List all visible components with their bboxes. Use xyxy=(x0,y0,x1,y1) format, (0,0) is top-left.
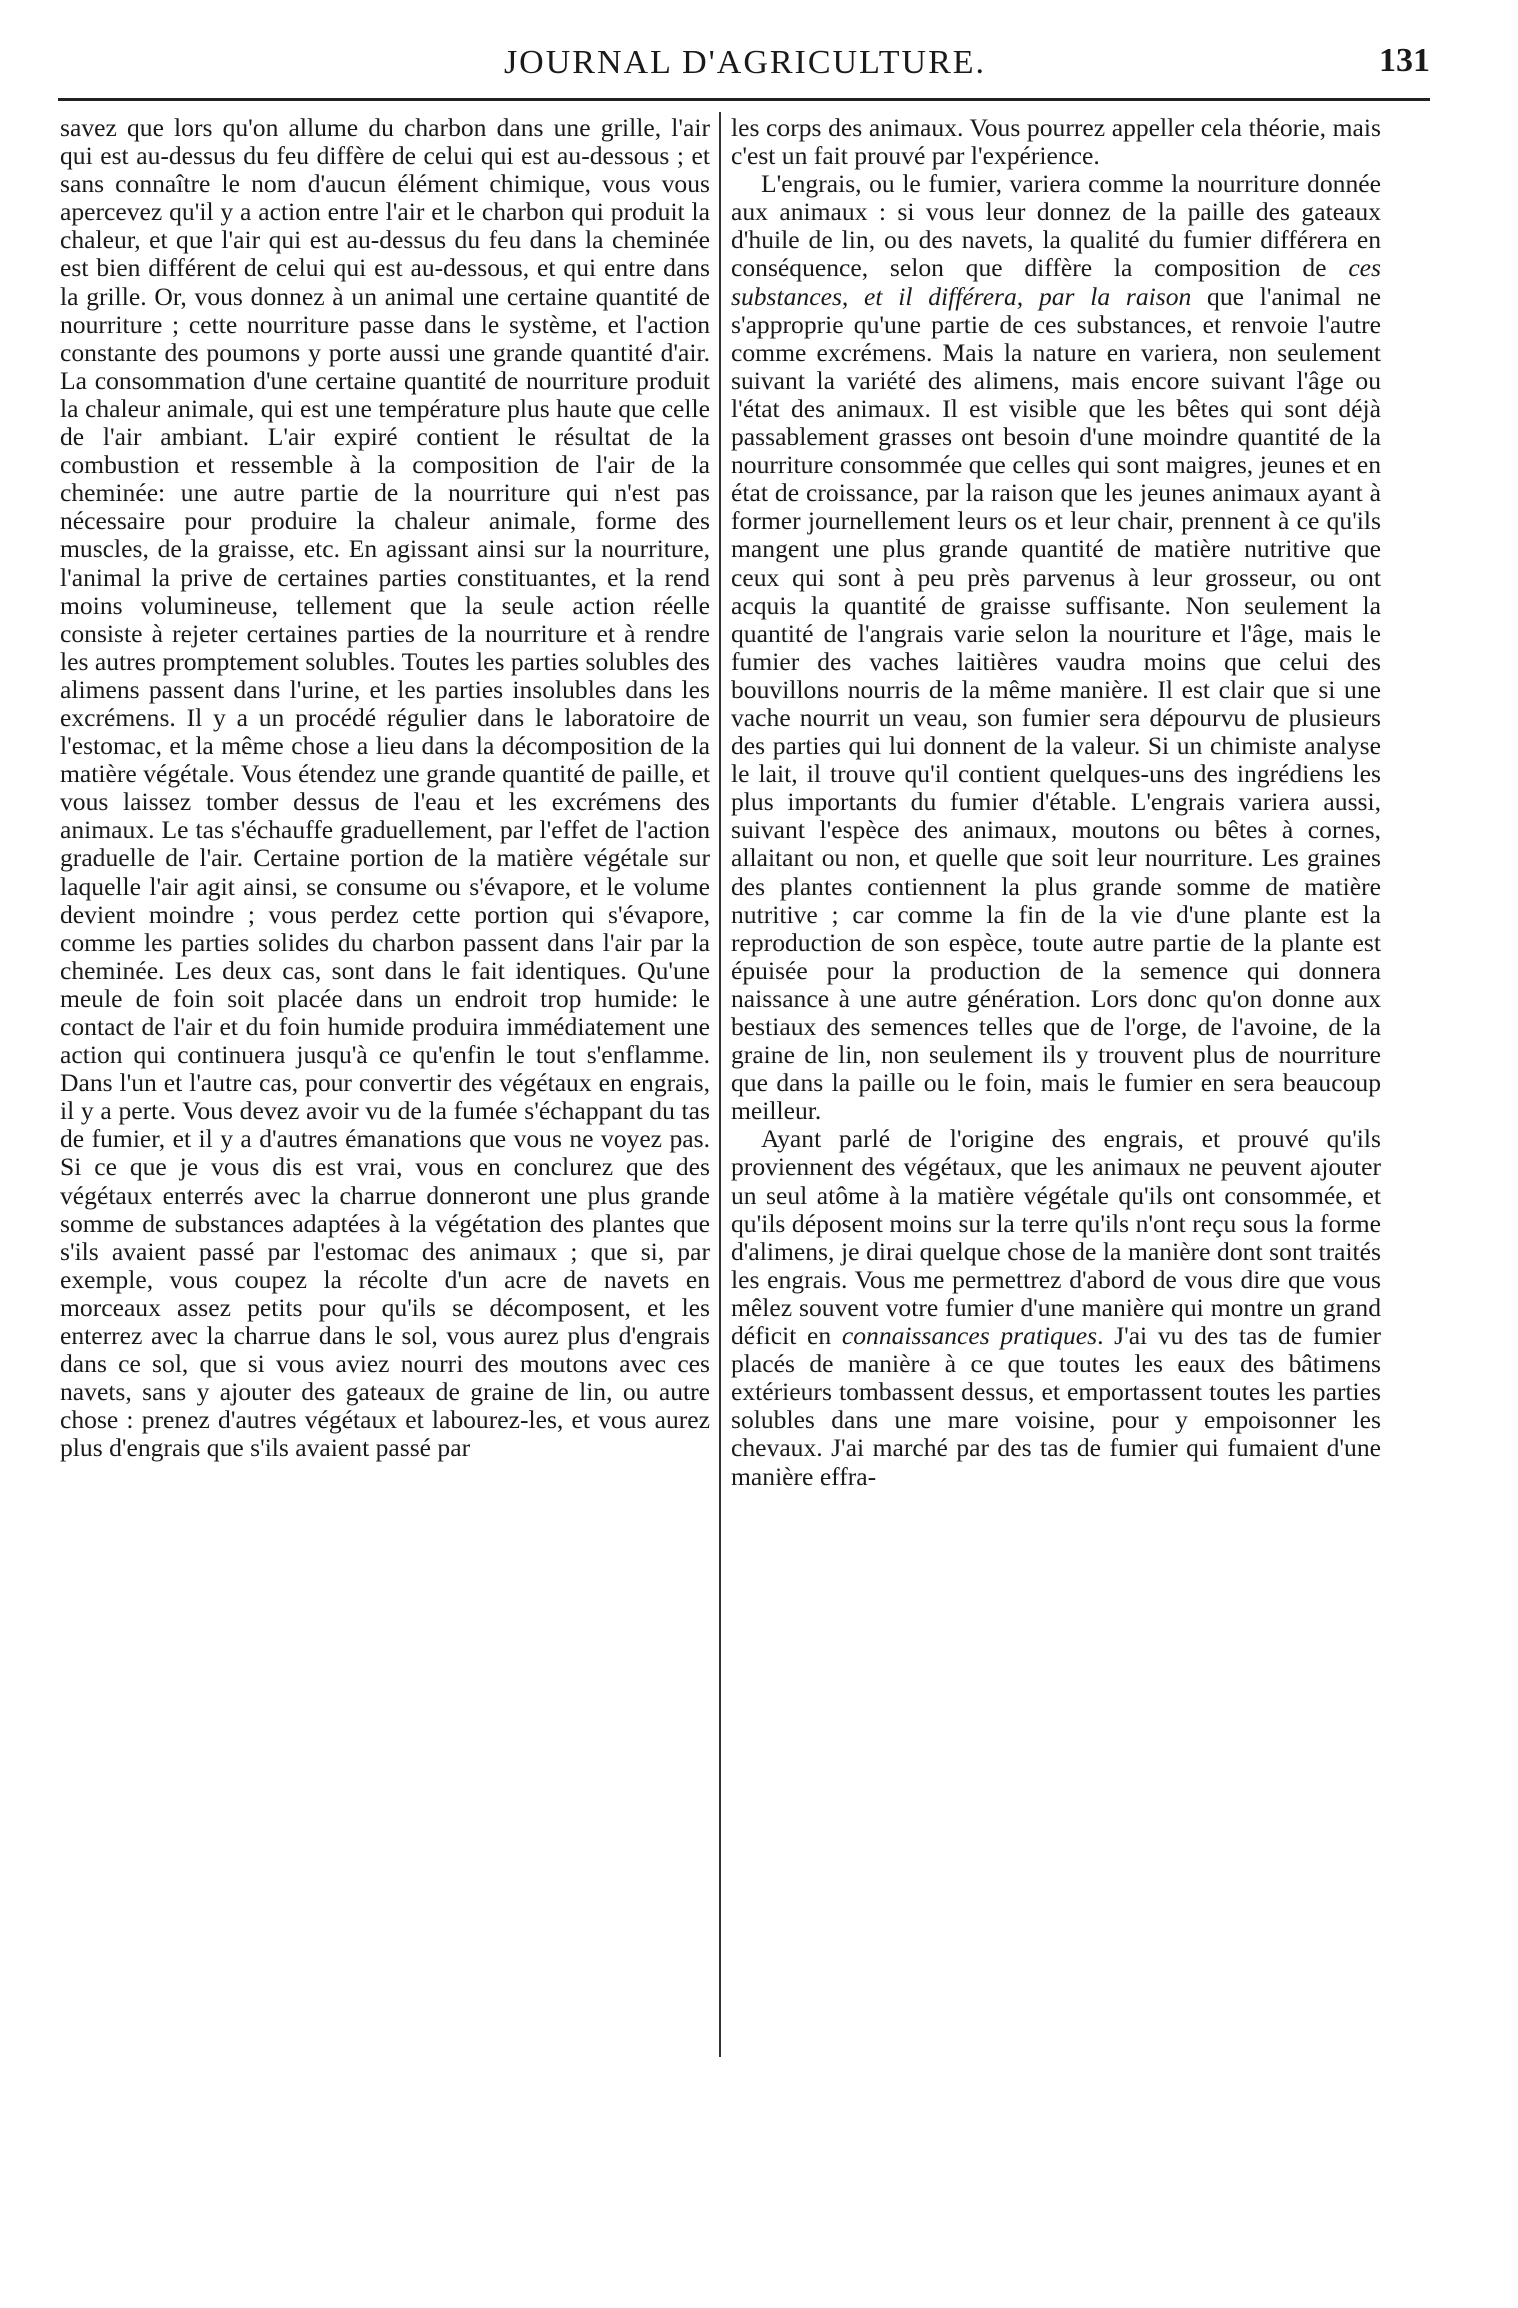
right-paragraph-2-text-a: L'engrais, ou le fumier, variera comme la nourriture donnée aux animaux : si vous leur donnez de la paille des gateaux d'huile de lin, ou des navets, la qualité du fumier différera en conséquence, selon que diffère la composition de xyxy=(731,169,1381,283)
right-paragraph-2 xyxy=(731,170,1381,1125)
page-number: 131 xyxy=(1379,42,1430,79)
header-rule xyxy=(58,98,1430,101)
right-column xyxy=(731,114,1381,2154)
right-paragraph-1: les corps des animaux. Vous pourrez appeller cela théorie, mais c'est un fait prouvé par l'expérience. xyxy=(731,114,1381,171)
right-paragraph-3-italic: connaissances pratiques xyxy=(841,1321,1098,1351)
right-paragraph-2-text-b: que l'animal ne s'approprie qu'une partie de ces substances, et renvoie l'autre comme excrémens. Mais la nature en variera, non seulement suivant la variété des alimens, mais encore suivant l'âge ou l'état des animaux. Il est visible que les bêtes qui sont déjà passablement grasses ont besoin d'une moindre quantité de la nourriture consommée que celles qui sont maigres, jeunes et en état de croissance, par la raison que les jeunes animaux ayant à former journellement leurs os et leur chair, prennent à ce qu'ils mangent une plus grande quantité de matière nutritive que ceux qui sont à peu près parvenus à leur grosseur, ou ont acquis la quantité de graisse suffisante. Non seulement la quantité de l'angrais varie selon la nouriture et l'âge, mais le fumier des vaches laitières vaudra moins que celui des bouvillons nourris de la même manière. Il est clair que si une vache nourrit un veau, son fumier sera dépourvu de plusieurs des parties qui lui donnent de la valeur. Si un chimiste analyse le lait, il trouve qu'il contient quelques-uns des ingrédiens les plus importants du fumier d'étable. L'engrais variera aussi, suivant l'espèce des animaux, moutons ou bêtes à cornes, allaitant ou non, et quelle que soit leur nourriture. Les graines des plantes contiennent la plus grande somme de matière nutritive ; car comme la fin de la vie d'une plante est la reproduction de son espèce, toute autre partie de la plante est épuisée pour la production de la semence qui donnera naissance à une autre génération. Lors donc qu'on donne aux bestiaux des semences telles que de l'orge, de l'avoine, de la graine de lin, non seulement ils y trouvent plus de nourriture que dans la paille ou le foin, mais le fumier en sera beaucoup meilleur. xyxy=(731,281,1381,1126)
left-paragraph-1: savez que lors qu'on allume du charbon dans une grille, l'air qui est au-dessus du feu diffère de celui qui est au-dessous ; et sans connaître le nom d'aucun élément chimique, vous vous apercevez qu'il y a action entre l'air et le charbon qui produit la chaleur, et que l'air qui est au-dessus du feu dans la cheminée est bien différent de celui qui est au-dessous, et qui entre dans la grille. Or, vous donnez à un animal une certaine quantité de nourriture ; cette nourriture passe dans le système, et l'action constante des poumons y porte aussi une grande quantité d'air. La consommation d'une certaine quantité de nourriture produit la chaleur animale, qui est une température plus haute que celle de l'air ambiant. L'air expiré contient le résultat de la combustion et ressemble à la composition de l'air de la cheminée: une autre partie de la nourriture qui n'est pas nécessaire pour produire la chaleur animale, forme des muscles, de la graisse, etc. En agissant ainsi sur la nourriture, l'animal la prive de certaines parties constituantes, et la rend moins volumineuse, tellement que la seule action réelle consiste à rejeter certaines parties de la nourriture et à rendre les autres promptement solubles. Toutes les parties solubles des alimens passent dans l'urine, et les parties insolubles dans les excrémens. Il y a un procédé régulier dans le laboratoire de l'estomac, et la même chose a lieu dans la décomposition de la matière végétale. Vous étendez une grande quantité de paille, et vous laissez tomber dessus de l'eau et les excrémens des animaux. Le tas s'échauffe graduellement, par l'effet de l'action graduelle de l'air. Certaine portion de la matière végétale sur laquelle l'air agit ainsi, se consume ou s'évapore, et le volume devient moindre ; vous perdez cette portion qui s'évapore, comme les parties solides du charbon passent dans l'air par la cheminée. Les deux cas, sont dans le fait identiques. Qu'une meule de foin soit placée dans un endroit trop humide: le contact de l'air et du foin humide produira immédiatement une action qui continuera jusqu'à ce qu'enfin le tout s'enflamme. Dans l'un et l'autre cas, pour convertir des végétaux en engrais, il y a perte. Vous devez avoir vu de la fumée s'échappant du tas de fumier, et il y a d'autres émanations que vous ne voyez pas. Si ce que je vous dis est vrai, vous en conclurez que des végétaux enterrés avec la charrue donneront une plus grande somme de substances adaptées à la végétation des plantes que s'ils avaient passé par l'estomac des animaux ; que si, par exemple, vous coupez la récolte d'un acre de navets en morceaux assez petits pour qu'ils se décomposent, et les enterrez avec la charrue dans le sol, vous aurez plus d'engrais dans ce sol, que si vous aviez nourri des moutons avec ces navets, sans y ajouter des gateaux de graine de lin, ou autre chose : prenez d'autres végétaux et labourez-les, et vous aurez plus d'engrais que s'ils avaient passé par xyxy=(60,114,710,1463)
page-header xyxy=(60,40,1430,100)
journal-title: JOURNAL D'AGRICULTURE. xyxy=(503,44,987,81)
left-column xyxy=(60,114,710,2154)
right-paragraph-3-text-a: Ayant parlé de l'origine des engrais, et prouvé qu'ils proviennent des végétaux, que les animaux ne peuvent ajouter un seul atôme à la matière végétale qu'ils ont consommée, et qu'ils déposent moins sur la terre qu'ils n'ont reçu sous la forme d'alimens, je dirai quelque chose de la manière dont sont traités les engrais. Vous me permettrez d'abord de vous dire que vous mêlez souvent votre fumier d'une manière qui montre un grand déficit en xyxy=(731,1124,1381,1351)
right-paragraph-3-text-b: . J'ai vu des tas de fumier placés de manière à ce que toutes les eaux des bâtimens extérieurs tombassent dessus, et emportassent toutes les parties solubles dans une mare voisine, pour y empoisonner les chevaux. J'ai marché par des tas de fumier qui fumaient d'une manière effra- xyxy=(731,1321,1381,1491)
right-paragraph-2-italic: ces substances, et il différera, par la raison xyxy=(731,253,1381,311)
column-divider xyxy=(719,112,721,2057)
right-paragraph-3 xyxy=(731,1125,1381,1490)
